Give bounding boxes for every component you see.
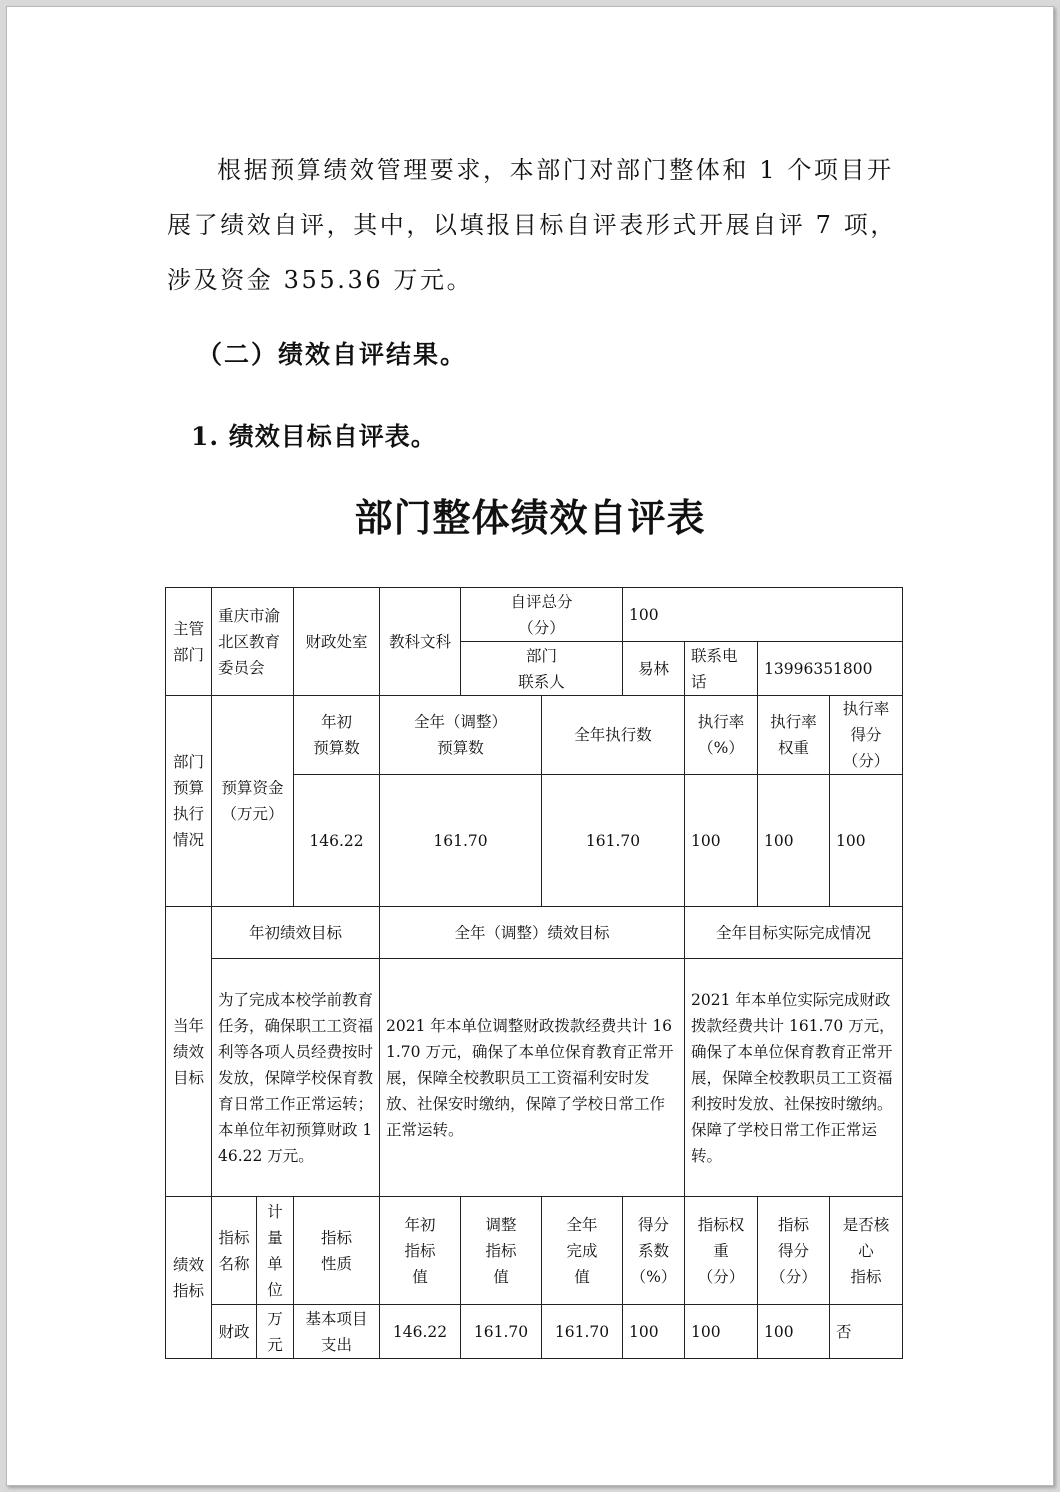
budget-section-label: 部门预算执行情况	[166, 696, 212, 907]
budget-value: 146.22	[294, 775, 380, 907]
goals-header: 全年（调整）绩效目标	[380, 907, 685, 959]
indicator-header: 是否核 心 指标	[830, 1197, 903, 1305]
phone-label: 联系电话	[685, 642, 758, 696]
indicator-cell: 基本项目支出	[294, 1305, 380, 1359]
indicator-cell: 100	[623, 1305, 685, 1359]
dept-label: 主管部门	[166, 588, 212, 696]
goals-header: 全年目标实际完成情况	[685, 907, 903, 959]
goals-section-label: 当年绩效目标	[166, 907, 212, 1197]
indicator-header: 计量单位	[257, 1197, 294, 1305]
score-value: 100	[623, 588, 903, 642]
budget-funds-label: 预算资金（万元）	[212, 696, 294, 907]
goals-header: 年初绩效目标	[212, 907, 380, 959]
indicator-header: 调整 指标 值	[461, 1197, 542, 1305]
indicator-cell: 161.70	[542, 1305, 623, 1359]
office-value: 教科文科	[380, 588, 461, 696]
subsection-heading: 1. 绩效目标自评表。	[191, 422, 437, 451]
dept-value: 重庆市渝北区教育委员会	[212, 588, 294, 696]
indicator-header: 指标名称	[212, 1197, 257, 1305]
contact-value: 易林	[623, 642, 685, 696]
office-label: 财政处室	[294, 588, 380, 696]
contact-label: 部门 联系人	[461, 642, 623, 696]
document-page	[6, 6, 1054, 1486]
budget-header: 执行率 得分 （分）	[830, 696, 903, 775]
score-label: 自评总分 （分）	[461, 588, 623, 642]
performance-table	[165, 587, 903, 1359]
goal-initial: 为了完成本校学前教育任务，确保职工工资福利等各项人员经费按时发放，保障学校保育教育日常工作正常运转；本单位年初预算财政 146.22 万元。	[212, 959, 380, 1197]
budget-header: 执行率 （%）	[685, 696, 758, 775]
budget-header: 全年（调整） 预算数	[380, 696, 542, 775]
indicator-header: 得分 系数 （%）	[623, 1197, 685, 1305]
budget-value: 100	[830, 775, 903, 907]
budget-value: 100	[685, 775, 758, 907]
budget-value: 161.70	[542, 775, 685, 907]
budget-header: 执行率 权重	[758, 696, 830, 775]
indicator-cell: 161.70	[461, 1305, 542, 1359]
indicator-cell: 否	[830, 1305, 903, 1359]
table-title: 部门整体绩效自评表	[354, 495, 706, 540]
indicator-cell: 财政	[212, 1305, 257, 1359]
indicators-section-label: 绩效指标	[166, 1197, 212, 1359]
section-heading: （二）绩效自评结果。	[197, 340, 468, 369]
indicator-cell: 万元	[257, 1305, 294, 1359]
budget-header: 年初 预算数	[294, 696, 380, 775]
budget-header: 全年执行数	[542, 696, 685, 775]
indicator-header: 年初 指标 值	[380, 1197, 461, 1305]
indicator-cell: 100	[685, 1305, 758, 1359]
indicator-cell: 146.22	[380, 1305, 461, 1359]
indicator-header: 全年 完成 值	[542, 1197, 623, 1305]
budget-value: 161.70	[380, 775, 542, 907]
indicator-header: 指标 性质	[294, 1197, 380, 1305]
indicator-cell: 100	[758, 1305, 830, 1359]
indicator-header: 指标 得分 （分）	[758, 1197, 830, 1305]
goal-adjusted: 2021 年本单位调整财政拨款经费共计 161.70 万元，确保了本单位保育教育正常开展，保障全校教职员工工资福利安时发放、社保安时缴纳，保障了学校日常工作正常运转。	[380, 959, 685, 1197]
budget-value: 100	[758, 775, 830, 907]
indicator-header: 指标权 重 （分）	[685, 1197, 758, 1305]
goal-actual: 2021 年本单位实际完成财政拨款经费共计 161.70 万元，确保了本单位保育教育正常开展，保障全校教职员工工资福利按时发放、社保按时缴纳。保障了学校日常工作正常运转。	[685, 959, 903, 1197]
phone-value: 13996351800	[758, 642, 903, 696]
intro-paragraph: 根据预算绩效管理要求，本部门对部门整体和 1 个项目开展了绩效自评，其中，以填报目标自评表形式开展自评 7 项，涉及资金 355.36 万元。	[167, 156, 897, 294]
